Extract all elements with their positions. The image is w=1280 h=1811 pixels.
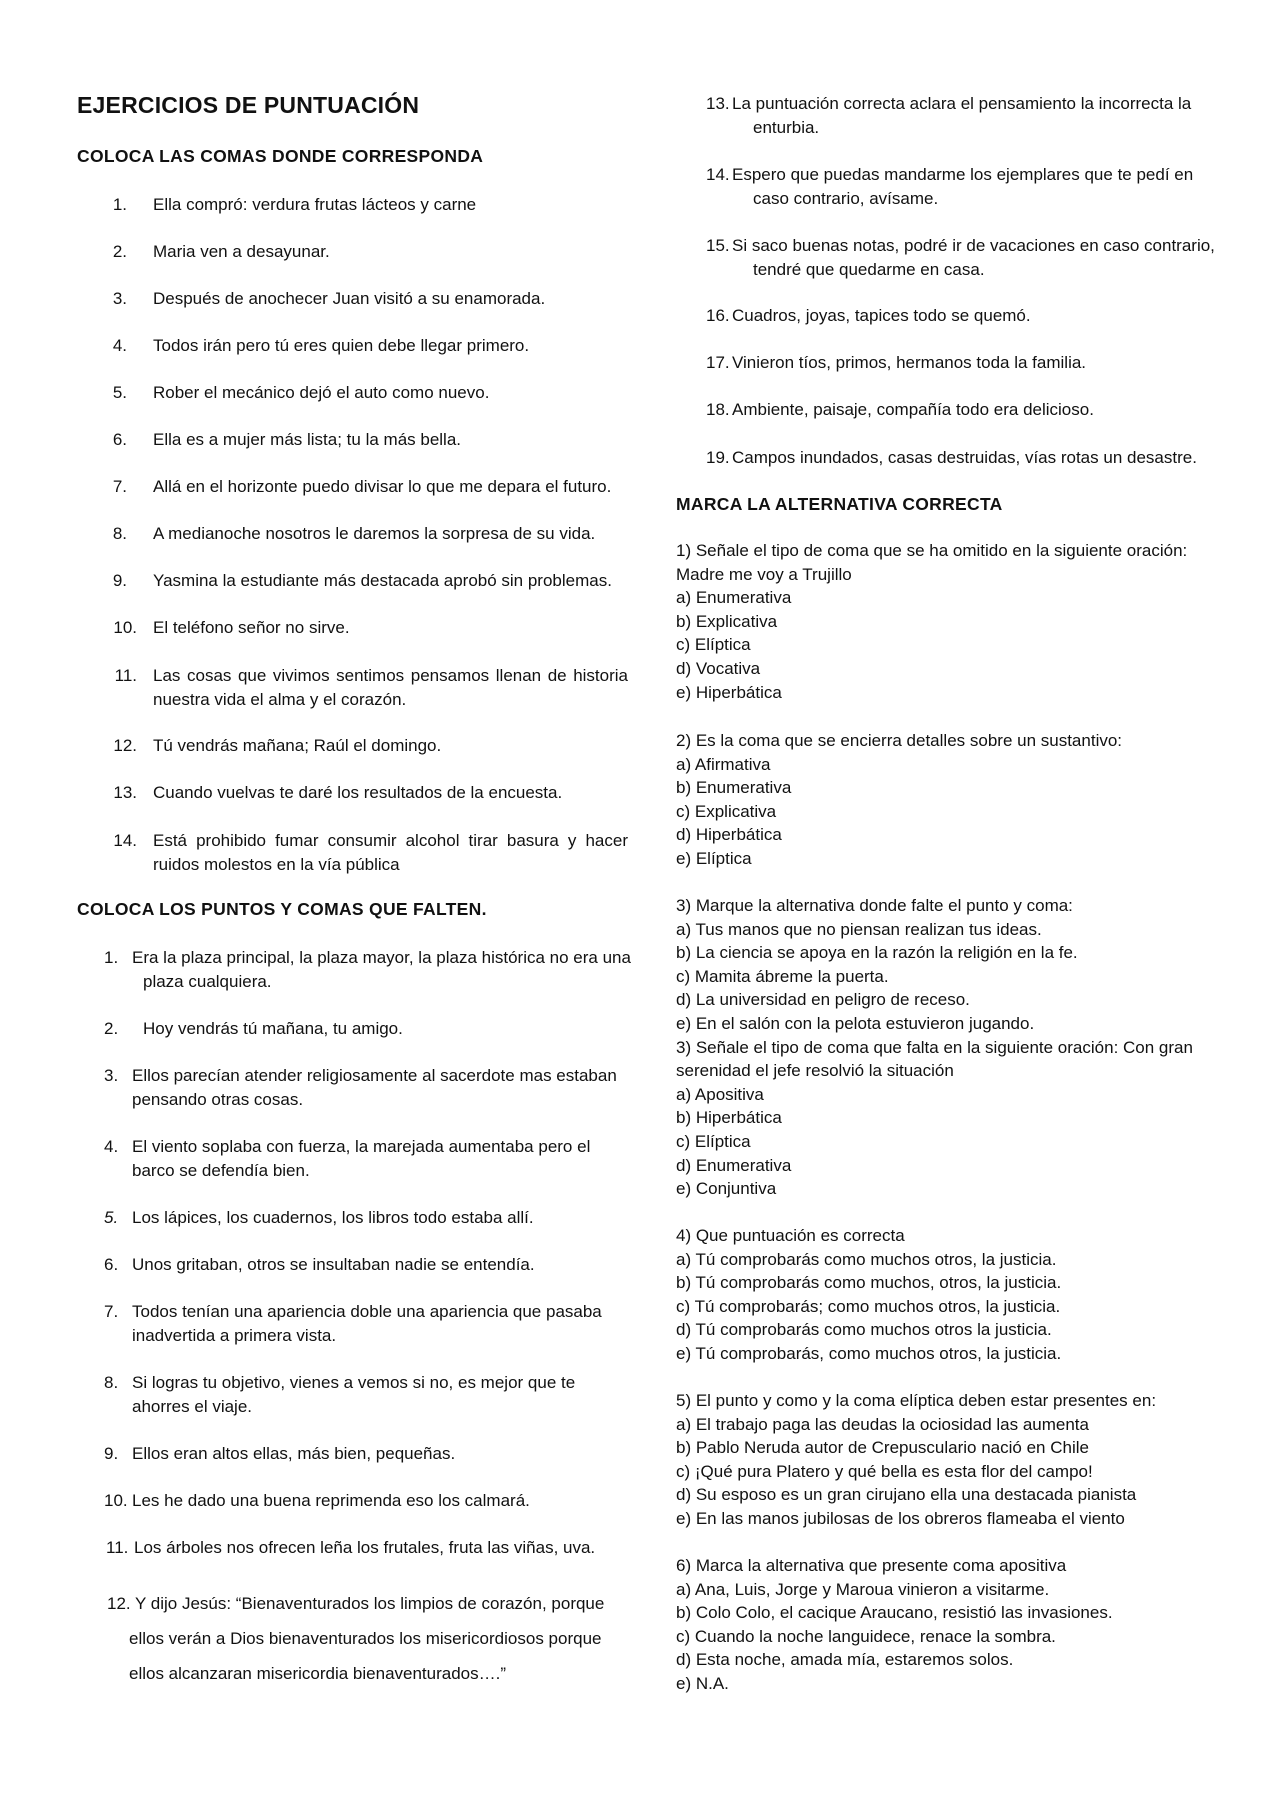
question-5: [676, 1389, 1216, 1531]
option-b: b) La ciencia se apoya en la razón la religión en la fe.: [676, 943, 1078, 963]
item-number: 7.: [104, 1302, 119, 1321]
item-text-cont: ahorres el viaje.: [132, 1397, 253, 1416]
item-number: 5.: [112, 383, 127, 402]
option-c: c) Elíptica: [676, 1131, 751, 1151]
question-3: [676, 894, 1216, 1201]
item-text: Yasmina la estudiante más destacada aprobó sin problemas.: [153, 571, 612, 590]
option-b: b) Colo Colo, el cacique Araucano, resistió las invasiones.: [676, 1603, 1113, 1623]
option-e: e) N.A.: [676, 1673, 729, 1693]
item-number: 5.: [104, 1208, 119, 1227]
question-2: [676, 729, 1216, 871]
item-text-cont: caso contrario, avísame.: [753, 189, 939, 208]
item-number: 6.: [104, 1255, 119, 1274]
item-text: Campos inundados, casas destruidas, vías rotas un desastre.: [732, 448, 1197, 467]
option-e: e) En las manos jubilosas de los obreros flameaba el viento: [676, 1508, 1125, 1528]
item-text: Las cosas que vivimos sentimos pensamos llenan de historia nuestra vida el alma y el corazón.: [153, 666, 628, 709]
item-number: 10.: [113, 618, 137, 637]
item-text: Espero que puedas mandarme los ejemplares que te pedí en: [732, 165, 1194, 184]
item-text: Ellos parecían atender religiosamente al sacerdote mas estaban: [132, 1066, 617, 1085]
item-number: 13.: [706, 94, 730, 113]
item-text: Ambiente, paisaje, compañía todo era delicioso.: [732, 400, 1094, 419]
question-line: 3) Marque la alternativa donde falte el punto y coma:: [676, 896, 1073, 915]
option-e: e) Conjuntiva: [676, 1179, 777, 1199]
option-e: e) Elíptica: [676, 848, 752, 868]
item-text-cont: barco se defendía bien.: [132, 1161, 310, 1180]
item-text: Está prohibido fumar consumir alcohol tirar basura y hacer ruidos molestos en la vía pública: [153, 831, 628, 874]
item-number: 12.: [113, 736, 137, 755]
item-text: Todos irán pero tú eres quien debe llegar primero.: [153, 336, 530, 355]
option-a: a) Tú comprobarás como muchos otros, la justicia.: [676, 1249, 1057, 1269]
item-text: Ella compró: verdura frutas lácteos y carne: [153, 195, 477, 214]
item-text: Hoy vendrás tú mañana, tu amigo.: [143, 1019, 403, 1038]
section-commas-heading: COLOCA LAS COMAS DONDE CORRESPONDA: [77, 146, 484, 166]
item-text: El teléfono señor no sirve.: [153, 618, 350, 637]
option-a: a) Afirmativa: [676, 754, 771, 774]
item-number: 12.: [107, 1594, 131, 1613]
item-number: 8.: [104, 1373, 119, 1392]
section-semicolons-heading: COLOCA LOS PUNTOS Y COMAS QUE FALTEN.: [77, 899, 487, 919]
item-number: 11.: [106, 1538, 129, 1557]
item-text: Cuando vuelvas te daré los resultados de la encuesta.: [153, 783, 563, 802]
item-number: 11.: [114, 666, 137, 685]
question-line: serenidad el jefe resolvió la situación: [676, 1061, 954, 1081]
item-number: 13.: [113, 783, 137, 802]
option-b: b) Hiperbática: [676, 1108, 782, 1128]
item-number: 2.: [104, 1019, 119, 1038]
item-text: Ella es a mujer más lista; tu la más bella.: [153, 430, 462, 449]
item-text-cont: inadvertida a primera vista.: [132, 1326, 337, 1345]
item-text: Vinieron tíos, primos, hermanos toda la familia.: [732, 353, 1087, 372]
item-number: 7.: [112, 477, 127, 496]
option-b: b) Explicativa: [676, 611, 778, 631]
item-text: Cuadros, joyas, tapices todo se quemó.: [732, 306, 1031, 325]
option-d: d) La universidad en peligro de receso.: [676, 990, 970, 1010]
item-text-cont: ellos verán a Dios bienaventurados los misericordiosos porque: [129, 1629, 602, 1648]
item-text: Si logras tu objetivo, vienes a vemos si no, es mejor que te: [132, 1373, 576, 1392]
item-number: 9.: [112, 571, 127, 590]
option-b: b) Pablo Neruda autor de Crepusculario nació en Chile: [676, 1438, 1089, 1458]
item-number: 8.: [112, 524, 127, 543]
document-title: EJERCICIOS DE PUNTUACIÓN: [77, 92, 420, 118]
item-text: Allá en el horizonte puedo divisar lo que me depara el futuro.: [153, 477, 612, 496]
option-e: e) Tú comprobarás, como muchos otros, la justicia.: [676, 1343, 1062, 1363]
item-number: 4.: [104, 1137, 119, 1156]
option-a: a) Apositiva: [676, 1084, 764, 1104]
item-text-cont: pensando otras cosas.: [132, 1090, 304, 1109]
item-number: 16.: [706, 306, 730, 325]
question-line: 4) Que puntuación es correcta: [676, 1226, 905, 1245]
item-text-cont: plaza cualquiera.: [143, 972, 272, 991]
question-line: 3) Señale el tipo de coma que falta en la siguiente oración: Con gran: [676, 1037, 1193, 1057]
item-number: 9.: [104, 1444, 119, 1463]
option-c: c) Elíptica: [676, 635, 751, 655]
question-4: [676, 1224, 1216, 1366]
item-text: Todos tenían una apariencia doble una apariencia que pasaba: [132, 1302, 602, 1321]
question-line: Madre me voy a Trujillo: [676, 564, 852, 584]
option-c: c) Tú comprobarás; como muchos otros, la justicia.: [676, 1296, 1061, 1316]
item-text: Y dijo Jesús: “Bienaventurados los limpios de corazón, porque: [135, 1594, 605, 1613]
item-text: Maria ven a desayunar.: [153, 242, 330, 261]
option-e: e) Hiperbática: [676, 682, 782, 702]
item-text: Después de anochecer Juan visitó a su enamorada.: [153, 289, 546, 308]
item-text: A medianoche nosotros le daremos la sorpresa de su vida.: [153, 524, 596, 543]
item-number: 18.: [706, 400, 730, 419]
item-number: 14.: [706, 165, 730, 184]
item-number: 10.: [104, 1491, 128, 1510]
section-alternatives-heading: MARCA LA ALTERNATIVA CORRECTA: [676, 494, 1003, 514]
option-d: d) Su esposo es un gran cirujano ella una destacada pianista: [676, 1485, 1137, 1505]
question-line: 1) Señale el tipo de coma que se ha omitido en la siguiente oración:: [676, 541, 1188, 560]
option-d: d) Tú comprobarás como muchos otros la justicia.: [676, 1320, 1052, 1340]
item-number: 6.: [112, 430, 127, 449]
option-b: b) Tú comprobarás como muchos, otros, la justicia.: [676, 1273, 1062, 1293]
question-1: [676, 539, 1216, 704]
option-b: b) Enumerativa: [676, 778, 792, 798]
question-6: [676, 1554, 1216, 1696]
item-text: Unos gritaban, otros se insultaban nadie se entendía.: [132, 1255, 535, 1274]
item-number: 3.: [104, 1066, 119, 1085]
commas-item-11: [77, 664, 630, 714]
option-c: c) ¡Qué pura Platero y qué bella es esta flor del campo!: [676, 1461, 1093, 1481]
item-number: 3.: [112, 289, 127, 308]
item-number: 1.: [112, 195, 127, 214]
option-d: d) Vocativa: [676, 658, 761, 678]
option-a: a) El trabajo paga las deudas la ociosidad las aumenta: [676, 1414, 1089, 1434]
item-number: 19.: [706, 448, 730, 467]
item-text: Los árboles nos ofrecen leña los frutales, fruta las viñas, uva.: [134, 1538, 596, 1557]
question-line: 5) El punto y como y la coma elíptica deben estar presentes en:: [676, 1391, 1157, 1410]
item-number: 1.: [104, 948, 119, 967]
item-text: Rober el mecánico dejó el auto como nuevo.: [153, 383, 490, 402]
option-d: d) Esta noche, amada mía, estaremos solos.: [676, 1650, 1014, 1670]
item-text-cont: enturbia.: [753, 118, 820, 137]
option-c: c) Cuando la noche languidece, renace la sombra.: [676, 1626, 1056, 1646]
question-line: 6) Marca la alternativa que presente coma apositiva: [676, 1556, 1067, 1575]
option-d: d) Hiperbática: [676, 825, 782, 845]
option-a: a) Enumerativa: [676, 588, 792, 608]
item-number: 2.: [112, 242, 127, 261]
item-number: 4.: [112, 336, 127, 355]
option-c: c) Explicativa: [676, 801, 777, 821]
option-d: d) Enumerativa: [676, 1155, 792, 1175]
item-text: La puntuación correcta aclara el pensamiento la incorrecta la: [732, 94, 1192, 113]
option-a: a) Tus manos que no piensan realizan tus ideas.: [676, 919, 1042, 939]
item-number: 15.: [706, 236, 730, 255]
item-text: Tú vendrás mañana; Raúl el domingo.: [153, 736, 442, 755]
item-text-cont: tendré que quedarme en casa.: [753, 260, 985, 279]
item-number: 14.: [113, 831, 137, 850]
item-text: Si saco buenas notas, podré ir de vacaciones en caso contrario,: [732, 236, 1215, 255]
item-text: Los lápices, los cuadernos, los libros todo estaba allí.: [132, 1208, 534, 1227]
option-a: a) Ana, Luis, Jorge y Maroua vinieron a visitarme.: [676, 1579, 1050, 1599]
question-line: 2) Es la coma que se encierra detalles sobre un sustantivo:: [676, 731, 1123, 750]
option-e: e) En el salón con la pelota estuvieron jugando.: [676, 1013, 1035, 1033]
option-c: c) Mamita ábreme la puerta.: [676, 966, 889, 986]
item-text-cont: ellos alcanzaran misericordia bienaventurados….”: [129, 1664, 507, 1683]
item-text: El viento soplaba con fuerza, la marejada aumentaba pero el: [132, 1137, 591, 1156]
commas-item-14: [77, 829, 630, 879]
item-text: Les he dado una buena reprimenda eso los calmará.: [132, 1491, 530, 1510]
item-text: Ellos eran altos ellas, más bien, pequeñas.: [132, 1444, 456, 1463]
item-text: Era la plaza principal, la plaza mayor, la plaza histórica no era una: [132, 948, 631, 967]
item-number: 17.: [706, 353, 730, 372]
